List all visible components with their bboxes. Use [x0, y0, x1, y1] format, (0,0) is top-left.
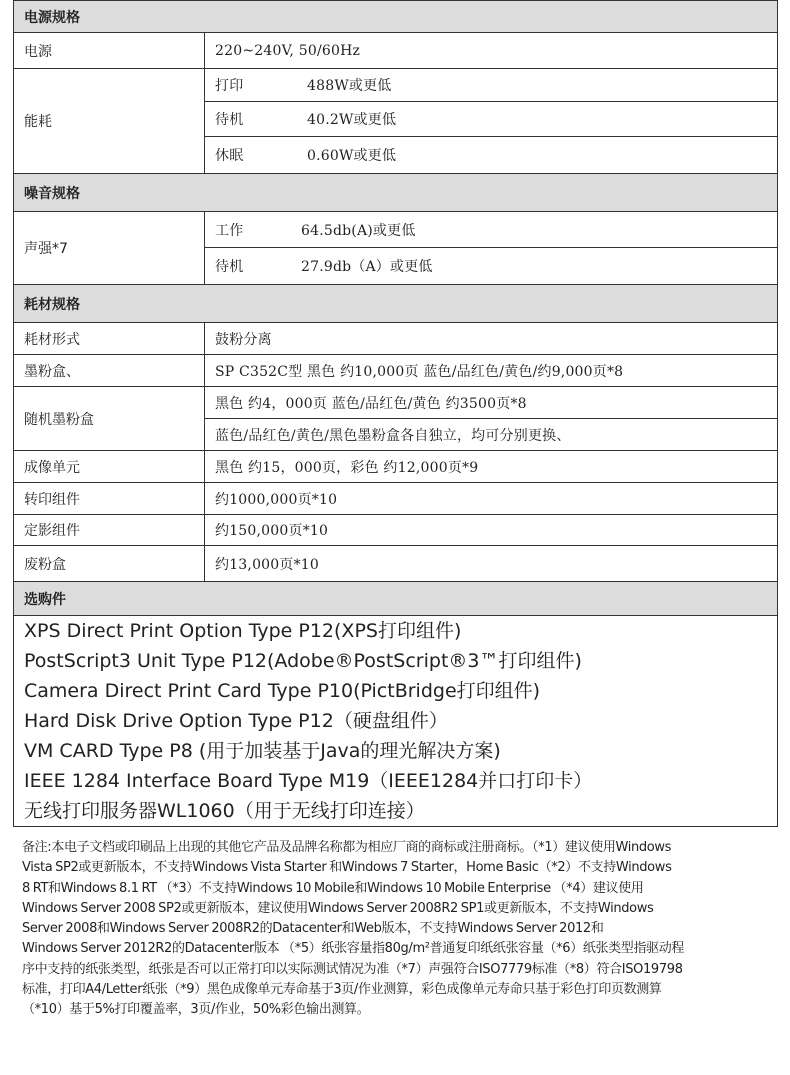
fuser-value: 约150,000页*10	[205, 515, 778, 546]
options-list	[14, 616, 778, 827]
consumption-value: 488W或更低	[307, 78, 392, 94]
power-value: 220~240V, 50/60Hz	[205, 33, 778, 69]
toner-label: 墨粉盒、	[14, 355, 205, 387]
option-item: PostScript3 Unit Type P12(Adobe®PostScript®3™打印组件)	[24, 650, 582, 672]
noise-value: 64.5db(A)或更低	[301, 222, 416, 239]
table-row	[14, 616, 778, 827]
table-row	[14, 212, 778, 248]
table-row	[14, 546, 778, 582]
note-line: （*10）基于5%打印覆盖率，3页/作业，50%彩色输出测算。	[22, 1002, 370, 1018]
spec-sheet	[13, 0, 777, 827]
consumption-label: 能耗	[14, 69, 205, 174]
consumption-key: 打印	[215, 78, 244, 94]
note-line: 序中支持的纸张类型，纸张是否可以正常打印以实际测试情况为准（*7）声强符合ISO7779标准（*8）符合ISO19798	[22, 961, 683, 977]
table-row	[14, 33, 778, 69]
waste-label: 废粉盒	[14, 546, 205, 582]
noise-key: 待机	[215, 259, 244, 275]
consumption-row	[205, 137, 778, 174]
toner-value: SP C352C型 黑色 约10,000页 蓝色/品红色/黄色/约9,000页*8	[205, 355, 778, 387]
starter-value-1: 黑色 约4，000页 蓝色/品红色/黄色 约3500页*8	[205, 387, 778, 419]
option-item: 无线打印服务器WL1060（用于无线打印连接）	[24, 800, 425, 822]
table-row	[14, 483, 778, 515]
note-line: 备注:本电子文档或印刷品上出现的其他它产品及品牌名称都为相应厂商的商标或注册商标。（*1）建议使用Windows	[22, 840, 672, 855]
note-line: 8 RT和Windows 8.1 RT （*3）不支持Windows 10 Mobile和Windows 10 Mobile Enterprise （*4）建议使用	[22, 880, 644, 896]
waste-value: 约13,000页*10	[205, 546, 778, 582]
note-line: 标准，打印A4/Letter纸张（*9）黑色成像单元寿命基于3页/作业测算，彩色成像单元寿命只基于彩色打印页数测算	[22, 982, 662, 998]
option-item: IEEE 1284 Interface Board Type M19（IEEE1284并口打印卡）	[24, 770, 593, 792]
table-row	[14, 451, 778, 483]
options-header: 选购件	[14, 582, 778, 616]
table-row	[14, 355, 778, 387]
noise-value: 27.9db（A）或更低	[301, 259, 433, 275]
table-row	[14, 323, 778, 355]
consumables-header: 耗材规格	[14, 285, 778, 323]
power-header: 电源规格	[14, 1, 778, 33]
table-row	[14, 515, 778, 546]
spec-table	[13, 0, 778, 827]
consumption-value: 40.2W或更低	[307, 112, 397, 128]
power-label: 电源	[14, 33, 205, 69]
option-item: XPS Direct Print Option Type P12(XPS打印组件)	[24, 620, 462, 642]
imaging-label: 成像单元	[14, 451, 205, 483]
footnotes	[22, 838, 767, 1021]
noise-row	[205, 212, 778, 248]
form-label: 耗材形式	[14, 323, 205, 355]
table-row	[14, 387, 778, 419]
note-line: Windows Server 2008 SP2或更新版本，建议使用Windows Server 2008R2 SP1或更新版本，不支持Windows	[22, 900, 654, 916]
section-header-noise	[14, 174, 778, 212]
starter-value-2: 蓝色/品红色/黄色/黑色墨粉盒各自独立，均可分别更换、	[205, 419, 778, 451]
consumption-row	[205, 102, 778, 137]
fuser-label: 定影组件	[14, 515, 205, 546]
option-item: Hard Disk Drive Option Type P12（硬盘组件）	[24, 710, 448, 732]
transfer-label: 转印组件	[14, 483, 205, 515]
imaging-value: 黑色 约15，000页，彩色 约12,000页*9	[205, 451, 778, 483]
noise-label: 声强*7	[14, 212, 205, 285]
noise-row	[205, 248, 778, 285]
consumption-value: 0.60W或更低	[307, 148, 397, 164]
table-row	[14, 69, 778, 102]
consumption-row	[205, 69, 778, 102]
note-line: Windows Server 2012R2的Datacenter版本 （*5）纸张容量指80g/m²普通复印纸纸张容量（*6）纸张类型指驱动程	[22, 941, 685, 957]
section-header-power	[14, 1, 778, 33]
noise-header: 噪音规格	[14, 174, 778, 212]
note-line: Vista SP2或更新版本，不支持Windows Vista Starter 和Windows 7 Starter，Home Basic（*2）不支持Windows	[22, 860, 672, 876]
section-header-options	[14, 582, 778, 616]
form-value: 鼓粉分离	[205, 323, 778, 355]
transfer-value: 约1000,000页*10	[205, 483, 778, 515]
consumption-key: 休眠	[215, 148, 244, 164]
section-header-consumables	[14, 285, 778, 323]
noise-key: 工作	[215, 222, 244, 239]
note-line: Server 2008和Windows Server 2008R2的Datacenter和Web版本，不支持Windows Server 2012和	[22, 921, 604, 937]
option-item: Camera Direct Print Card Type P10(PictBridge打印组件)	[24, 680, 541, 702]
option-item: VM CARD Type P8 (用于加装基于Java的理光解决方案)	[24, 740, 501, 762]
starter-label: 随机墨粉盒	[14, 387, 205, 451]
consumption-key: 待机	[215, 112, 244, 128]
